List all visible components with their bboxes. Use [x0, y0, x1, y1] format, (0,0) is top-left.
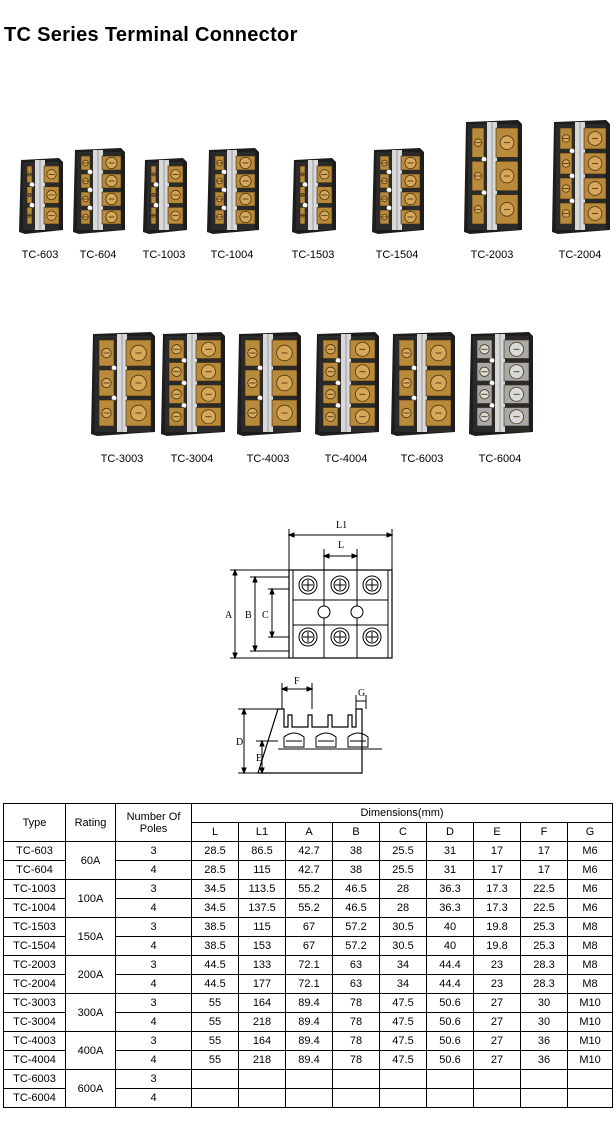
cell-dimension	[333, 1089, 380, 1108]
cell-dimension: 50.6	[427, 1032, 474, 1051]
cell-poles: 3	[116, 1032, 192, 1051]
cell-dimension: 78	[333, 994, 380, 1013]
cell-dimension: 113.5	[239, 880, 286, 899]
cell-dimension: 36	[521, 1051, 568, 1070]
product-item	[69, 146, 127, 241]
cell-type: TC-1503	[4, 918, 66, 937]
cell-dimension: 28.3	[521, 956, 568, 975]
terminal-block-photo	[548, 118, 612, 236]
dim-column-header: A	[286, 823, 333, 842]
cell-dimension: 40	[427, 937, 474, 956]
cell-dimension: M10	[568, 1032, 613, 1051]
cell-dimension: 42.7	[286, 861, 333, 880]
cell-dimension: 164	[239, 1032, 286, 1051]
cell-dimension: 30	[521, 994, 568, 1013]
terminal-block-photo	[368, 146, 426, 236]
cell-type: TC-2003	[4, 956, 66, 975]
cell-dimension: 42.7	[286, 842, 333, 861]
cell-dimension: 38	[333, 861, 380, 880]
table-row	[4, 956, 613, 975]
cell-dimension	[333, 1070, 380, 1089]
dim-column-header: C	[380, 823, 427, 842]
dim-column-header: L	[192, 823, 239, 842]
cell-dimension	[568, 1070, 613, 1089]
cell-dimension: 31	[427, 861, 474, 880]
product-label: TC-1503	[291, 249, 335, 261]
product-item	[203, 146, 261, 241]
cell-dimension: 78	[333, 1032, 380, 1051]
product-item	[465, 330, 535, 443]
cell-dimension	[286, 1089, 333, 1108]
cell-poles: 4	[116, 1051, 192, 1070]
cell-dimension	[427, 1070, 474, 1089]
product-item	[368, 146, 426, 241]
cell-dimension: 44.4	[427, 975, 474, 994]
cell-dimension: 25.5	[380, 842, 427, 861]
cell-dimension: 25.3	[521, 937, 568, 956]
cell-dimension	[380, 1070, 427, 1089]
cell-dimension: 72.1	[286, 975, 333, 994]
product-item	[139, 156, 189, 241]
cell-dimension: 27	[474, 1032, 521, 1051]
cell-type: TC-6004	[4, 1089, 66, 1108]
product-item	[387, 330, 457, 443]
dim-label-g: G	[358, 688, 366, 699]
dim-label-d: D	[236, 737, 244, 748]
cell-dimension: 30.5	[380, 937, 427, 956]
cell-dimension: 153	[239, 937, 286, 956]
cell-dimension: 17	[521, 861, 568, 880]
cell-dimension: 72.1	[286, 956, 333, 975]
product-label: TC-1004	[210, 249, 254, 261]
cell-rating: 60A	[66, 842, 116, 880]
terminal-block-photo	[157, 330, 227, 438]
cell-type: TC-4003	[4, 1032, 66, 1051]
cell-dimension: 22.5	[521, 899, 568, 918]
cell-dimension: 25.3	[521, 918, 568, 937]
cell-dimension: 38.5	[192, 918, 239, 937]
dim-column-header: F	[521, 823, 568, 842]
cell-dimension: 89.4	[286, 1051, 333, 1070]
product-item	[311, 330, 381, 443]
cell-dimension: M6	[568, 842, 613, 861]
dim-label-b: B	[245, 610, 252, 621]
terminal-block-photo	[460, 118, 524, 236]
cell-dimension: 28	[380, 880, 427, 899]
cell-dimension: 36.3	[427, 880, 474, 899]
cell-type: TC-4004	[4, 1051, 66, 1070]
cell-dimension: M8	[568, 937, 613, 956]
cell-dimension: 28.5	[192, 842, 239, 861]
product-label: TC-3004	[170, 453, 214, 465]
cell-poles: 4	[116, 1089, 192, 1108]
dim-label-c: C	[262, 610, 269, 621]
cell-dimension: M6	[568, 899, 613, 918]
cell-rating: 150A	[66, 918, 116, 956]
terminal-block-photo	[15, 156, 65, 236]
product-label: TC-4004	[324, 453, 368, 465]
cell-type: TC-3003	[4, 994, 66, 1013]
product-label: TC-1003	[142, 249, 186, 261]
cell-dimension: 63	[333, 975, 380, 994]
product-label: TC-603	[21, 249, 59, 261]
cell-dimension: M6	[568, 880, 613, 899]
product-item	[87, 330, 157, 443]
cell-dimension: 55	[192, 1013, 239, 1032]
cell-dimension: 28	[380, 899, 427, 918]
dim-label-l1: L1	[336, 520, 348, 531]
cell-dimension: M10	[568, 1051, 613, 1070]
cell-dimension: 86.5	[239, 842, 286, 861]
cell-dimension: 17	[521, 842, 568, 861]
cell-dimension: 78	[333, 1013, 380, 1032]
dim-label-a: A	[225, 610, 233, 621]
cell-dimension: 46.5	[333, 880, 380, 899]
cell-dimension: 44.4	[427, 956, 474, 975]
cell-dimension: 89.4	[286, 994, 333, 1013]
cell-dimension: 30	[521, 1013, 568, 1032]
cell-dimension	[380, 1089, 427, 1108]
cell-rating: 100A	[66, 880, 116, 918]
product-item	[157, 330, 227, 443]
product-item	[548, 118, 612, 241]
cell-poles: 3	[116, 956, 192, 975]
spec-table	[3, 803, 613, 1108]
top-view-diagram	[220, 515, 410, 665]
product-item	[460, 118, 524, 241]
table-row	[4, 994, 613, 1013]
cell-poles: 4	[116, 899, 192, 918]
product-label: TC-604	[79, 249, 117, 261]
cell-dimension: 44.5	[192, 975, 239, 994]
product-label: TC-6003	[400, 453, 444, 465]
cell-dimension: 30.5	[380, 918, 427, 937]
cell-dimension	[239, 1089, 286, 1108]
header-dimensions: Dimensions(mm)	[192, 804, 613, 823]
cell-poles: 3	[116, 918, 192, 937]
cell-type: TC-604	[4, 861, 66, 880]
product-item	[288, 156, 338, 241]
product-item	[15, 156, 65, 241]
cell-dimension: 40	[427, 918, 474, 937]
table-row	[4, 1070, 613, 1089]
cell-dimension: 44.5	[192, 956, 239, 975]
cell-type: TC-2004	[4, 975, 66, 994]
cell-dimension: 22.5	[521, 880, 568, 899]
cell-dimension: 55.2	[286, 899, 333, 918]
cell-poles: 3	[116, 880, 192, 899]
product-item	[233, 330, 303, 443]
cell-dimension: 47.5	[380, 1051, 427, 1070]
header-poles: Number Of Poles	[116, 804, 192, 842]
terminal-block-photo	[139, 156, 189, 236]
product-label: TC-4003	[246, 453, 290, 465]
terminal-block-photo	[311, 330, 381, 438]
product-label: TC-2004	[558, 249, 602, 261]
cell-dimension: 34.5	[192, 899, 239, 918]
cell-dimension: M8	[568, 956, 613, 975]
cell-dimension: 34	[380, 975, 427, 994]
cell-dimension: 38	[333, 842, 380, 861]
cell-poles: 4	[116, 975, 192, 994]
dim-label-e: E	[256, 753, 263, 764]
header-type: Type	[4, 804, 66, 842]
cell-dimension: 218	[239, 1013, 286, 1032]
cell-dimension: 27	[474, 1013, 521, 1032]
cell-dimension: 67	[286, 918, 333, 937]
dim-column-header: L1	[239, 823, 286, 842]
cell-dimension: 133	[239, 956, 286, 975]
terminal-block-photo	[288, 156, 338, 236]
cell-dimension: 47.5	[380, 1013, 427, 1032]
cell-dimension	[239, 1070, 286, 1089]
cell-dimension: 47.5	[380, 1032, 427, 1051]
cell-rating: 600A	[66, 1070, 116, 1108]
cell-dimension: 17	[474, 842, 521, 861]
cell-poles: 3	[116, 994, 192, 1013]
cell-dimension: 137.5	[239, 899, 286, 918]
cell-rating: 300A	[66, 994, 116, 1032]
product-label: TC-6004	[478, 453, 522, 465]
cell-dimension	[521, 1070, 568, 1089]
cell-dimension: 47.5	[380, 994, 427, 1013]
cell-dimension: 31	[427, 842, 474, 861]
cell-dimension: 28.5	[192, 861, 239, 880]
cell-dimension: 38.5	[192, 937, 239, 956]
cell-type: TC-603	[4, 842, 66, 861]
cell-dimension: 36	[521, 1032, 568, 1051]
table-row	[4, 1032, 613, 1051]
cell-dimension: 50.6	[427, 1051, 474, 1070]
cell-poles: 4	[116, 1013, 192, 1032]
cell-dimension: 55	[192, 1051, 239, 1070]
cell-dimension: 218	[239, 1051, 286, 1070]
cell-dimension: 78	[333, 1051, 380, 1070]
cell-dimension: 57.2	[333, 918, 380, 937]
cell-dimension: 63	[333, 956, 380, 975]
terminal-block-photo	[69, 146, 127, 236]
cell-dimension: 55	[192, 994, 239, 1013]
cell-dimension: M10	[568, 1013, 613, 1032]
cell-dimension: 27	[474, 1051, 521, 1070]
cell-dimension	[192, 1070, 239, 1089]
cell-dimension	[474, 1070, 521, 1089]
cell-dimension: 115	[239, 861, 286, 880]
cell-dimension: 57.2	[333, 937, 380, 956]
cell-dimension: 89.4	[286, 1013, 333, 1032]
cell-poles: 4	[116, 861, 192, 880]
cell-poles: 4	[116, 937, 192, 956]
cell-dimension	[286, 1070, 333, 1089]
table-row	[4, 918, 613, 937]
product-label: TC-3003	[100, 453, 144, 465]
cell-dimension: M8	[568, 975, 613, 994]
cell-type: TC-1003	[4, 880, 66, 899]
terminal-block-photo	[387, 330, 457, 438]
cell-dimension: 17	[474, 861, 521, 880]
cell-dimension: 19.8	[474, 918, 521, 937]
cell-dimension: 25.5	[380, 861, 427, 880]
table-header-row	[4, 804, 613, 823]
terminal-block-photo	[87, 330, 157, 438]
cell-dimension	[568, 1089, 613, 1108]
product-label: TC-1504	[375, 249, 419, 261]
cell-type: TC-3004	[4, 1013, 66, 1032]
cell-dimension: 17.3	[474, 899, 521, 918]
cell-dimension: 27	[474, 994, 521, 1013]
cell-dimension: 36.3	[427, 899, 474, 918]
cell-dimension: 46.5	[333, 899, 380, 918]
cell-dimension: 19.8	[474, 937, 521, 956]
cell-type: TC-6003	[4, 1070, 66, 1089]
cell-dimension	[521, 1089, 568, 1108]
cell-dimension: 67	[286, 937, 333, 956]
cell-dimension	[474, 1089, 521, 1108]
dim-column-header: B	[333, 823, 380, 842]
dim-column-header: E	[474, 823, 521, 842]
dim-label-l: L	[338, 540, 345, 551]
cell-dimension: 34.5	[192, 880, 239, 899]
terminal-block-photo	[465, 330, 535, 438]
cell-dimension: 115	[239, 918, 286, 937]
cell-dimension: 89.4	[286, 1032, 333, 1051]
cell-dimension: 28.3	[521, 975, 568, 994]
product-label: TC-2003	[470, 249, 514, 261]
cell-dimension: 177	[239, 975, 286, 994]
cell-dimension: 164	[239, 994, 286, 1013]
page-title: TC Series Terminal Connector	[4, 24, 298, 46]
cell-rating: 400A	[66, 1032, 116, 1070]
cell-dimension: 34	[380, 956, 427, 975]
cell-dimension	[427, 1089, 474, 1108]
cell-dimension: M8	[568, 918, 613, 937]
cell-dimension: 50.6	[427, 994, 474, 1013]
side-view-diagram	[230, 675, 390, 785]
cell-poles: 3	[116, 842, 192, 861]
dim-column-header: D	[427, 823, 474, 842]
dim-label-f: F	[294, 676, 300, 687]
cell-poles: 3	[116, 1070, 192, 1089]
table-row	[4, 880, 613, 899]
table-row	[4, 842, 613, 861]
cell-rating: 200A	[66, 956, 116, 994]
dim-column-header: G	[568, 823, 613, 842]
cell-dimension: M10	[568, 994, 613, 1013]
header-rating: Rating	[66, 804, 116, 842]
cell-dimension: 55	[192, 1032, 239, 1051]
cell-dimension	[192, 1089, 239, 1108]
cell-dimension: 23	[474, 956, 521, 975]
cell-dimension: M6	[568, 861, 613, 880]
terminal-block-photo	[233, 330, 303, 438]
cell-type: TC-1504	[4, 937, 66, 956]
cell-dimension: 55.2	[286, 880, 333, 899]
cell-dimension: 23	[474, 975, 521, 994]
cell-type: TC-1004	[4, 899, 66, 918]
cell-dimension: 17.3	[474, 880, 521, 899]
terminal-block-photo	[203, 146, 261, 236]
cell-dimension: 50.6	[427, 1013, 474, 1032]
